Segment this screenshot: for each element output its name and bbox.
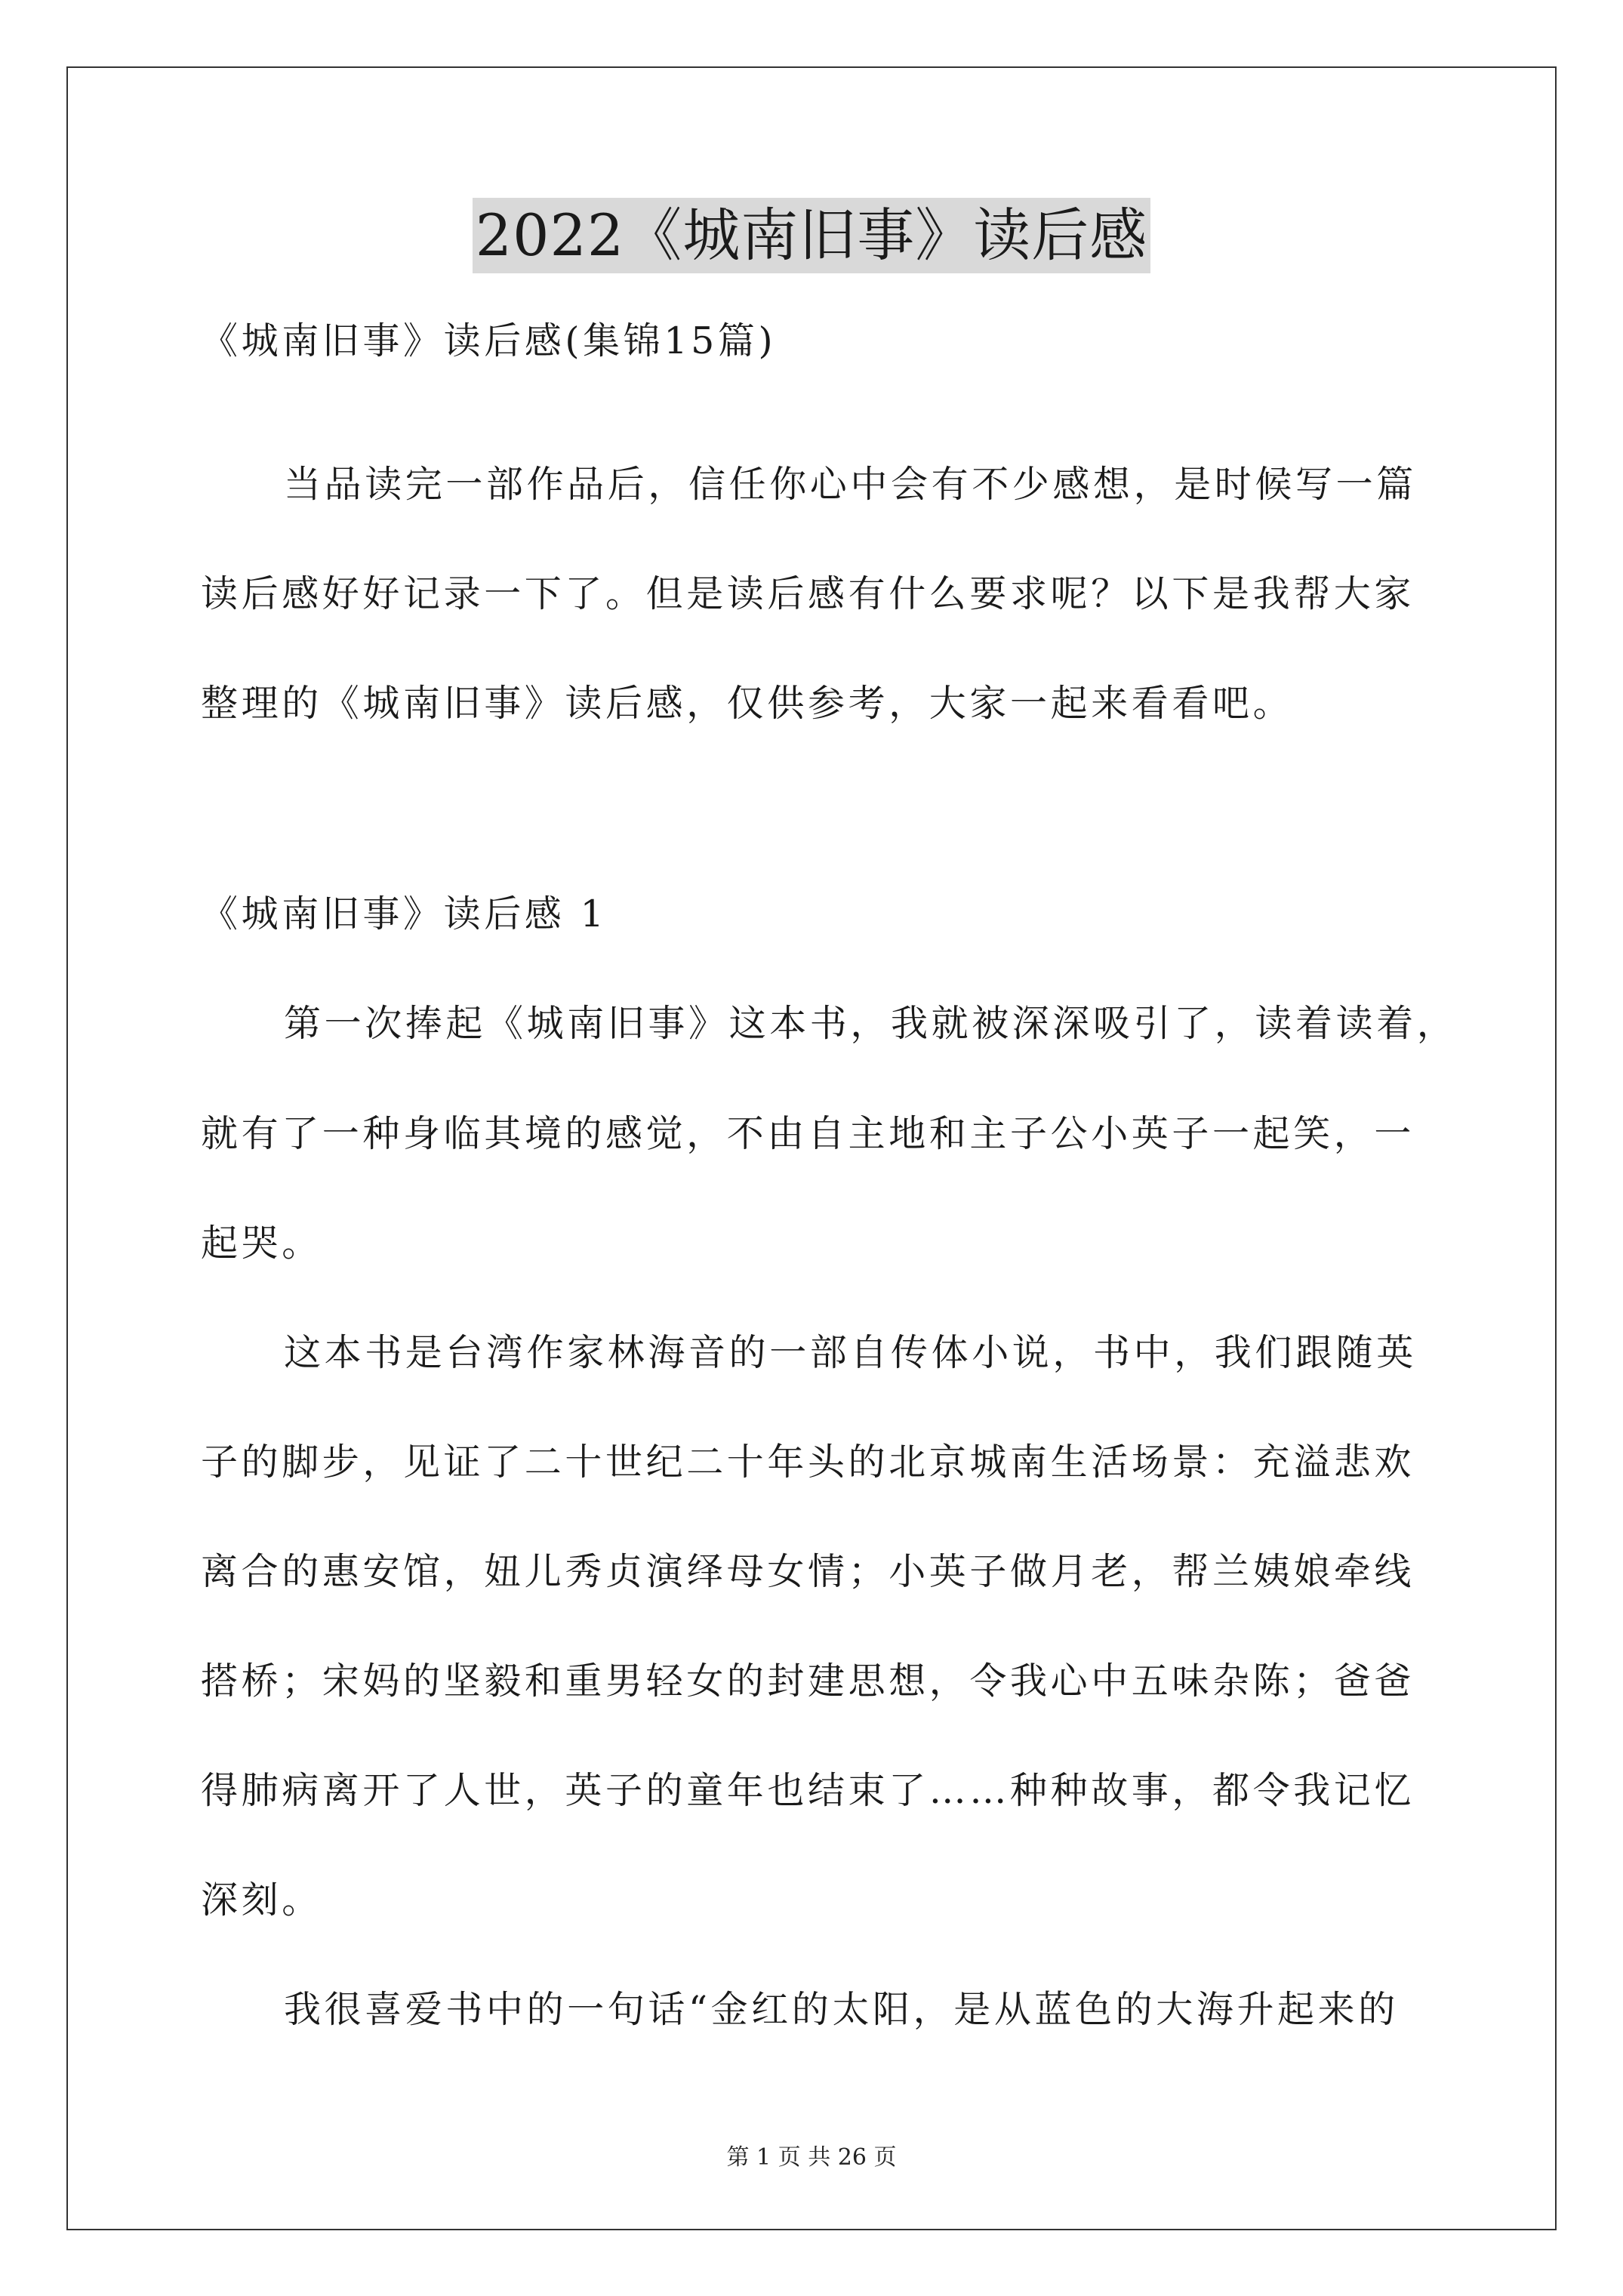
page-footer: 第 1 页 共 26 页 [726, 2144, 897, 2171]
paragraph3-line-1[interactable]: 我很喜爱书中的一句话“金红的太阳，是从蓝色的大海升起来的 [284, 1988, 1399, 2031]
intro-line-2[interactable]: 读后感好好记录一下了。但是读后感有什么要求呢？以下是我帮大家 [201, 572, 1415, 615]
paragraph2-line-1[interactable]: 这本书是台湾作家林海音的一部自传体小说，书中，我们跟随英 [284, 1331, 1417, 1374]
intro-line-3[interactable]: 整理的《城南旧事》读后感，仅供参考，大家一起来看看吧。 [201, 682, 1294, 725]
intro-line-1[interactable]: 当品读完一部作品后，信任你心中会有不少感想，是时候写一篇 [284, 463, 1417, 506]
paragraph1-line-2[interactable]: 就有了一种身临其境的感觉，不由自主地和主子公小英子一起笑，一 [201, 1112, 1415, 1155]
paragraph2-line-2[interactable]: 子的脚步，见证了二十世纪二十年头的北京城南生活场景：充溢悲欢 [201, 1441, 1415, 1484]
paragraph2-line-4[interactable]: 搭桥；宋妈的坚毅和重男轻女的封建思想，令我心中五味杂陈；爸爸 [201, 1660, 1415, 1703]
paragraph1-line-3[interactable]: 起哭。 [201, 1222, 322, 1265]
paragraph2-line-5[interactable]: 得肺病离开了人世，英子的童年也结束了……种种故事，都令我记忆 [201, 1769, 1415, 1812]
section-heading[interactable]: 《城南旧事》读后感 1 [201, 892, 608, 935]
title-container [0, 198, 1623, 273]
document-subtitle[interactable]: 《城南旧事》读后感(集锦15篇) [201, 319, 777, 362]
document-title[interactable]: 2022《城南旧事》读后感 [473, 198, 1150, 273]
paragraph2-line-3[interactable]: 离合的惠安馆，妞儿秀贞演绎母女情；小英子做月老，帮兰姨娘牵线 [201, 1550, 1415, 1593]
paragraph1-line-1[interactable]: 第一次捧起《城南旧事》这本书，我就被深深吸引了，读着读着， [284, 1002, 1458, 1045]
paragraph2-line-6[interactable]: 深刻。 [201, 1878, 322, 1922]
